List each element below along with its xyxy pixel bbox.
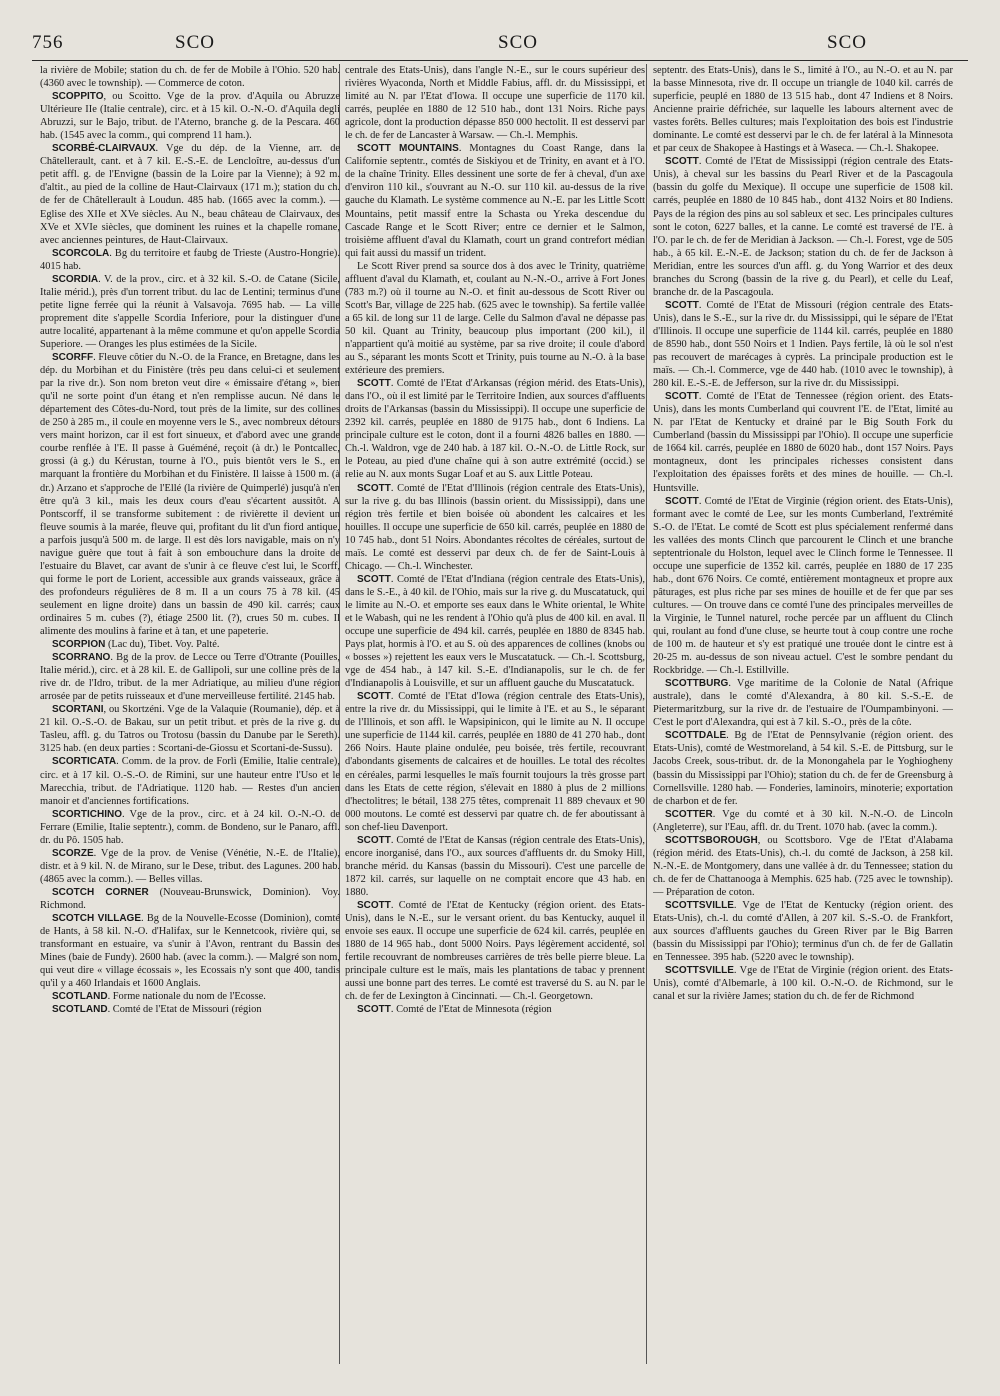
entry-headword: SCORTANI: [52, 704, 104, 716]
entry-headword: SCOTTBURG: [665, 678, 729, 690]
entry-headword: SCOTT: [665, 495, 699, 507]
entry-text: . Comté de l'Etat de Kentucky (région orient. des Etats-Unis), dans le N.-E., sur le versant orient. du bas Kentucky, auquel il envoie ses eaux. Il occupe une superficie de 624 kil. carrés, peuplée en 1880 de 14 965 hab., dont 5000 Noirs. Pays légèrement accidenté, sol fertile recouvrant de nombreuses carrières de très belle pierre bleue. La principale culture est le maïs, mais les plantations de tabac y prennent aussi une bonne part des terres. Le comté est traversé du S. au N. par le ch. de fer de Lexington à Cincinnati. — Ch.-l. Georgetown.: [345, 900, 645, 1003]
dictionary-entry: [653, 899, 953, 964]
entry-text: . Forme nationale du nom de l'Ecosse.: [107, 991, 266, 1003]
entry-text: (Nouveau-Brunswick, Dominion). Voy. Richmond.: [40, 886, 340, 911]
entry-text: . Bg du territoire et faubg de Trieste (Austro-Hongrie). 4015 hab.: [40, 247, 340, 272]
entry-headword: SCORCOLA: [52, 247, 110, 259]
header-left-keyword: SCO: [175, 32, 215, 53]
entry-headword: SCOTLAND: [52, 991, 108, 1003]
entry-text: . Comté de l'Etat de Kansas (région centrale des Etats-Unis), encore inorganisé, dans l'O., aux sources d'affluents dr. du Smoky Hill, branche mérid. du Kansas (bassin du Missouri). C'est une parcelle de 1872 kil. carrés, sur laquelle on ne comptait encore que 43 hab. en 1880.: [345, 834, 645, 898]
dictionary-entry: [345, 142, 645, 259]
entry-headword: SCOTT: [357, 573, 391, 585]
dictionary-entry: [345, 899, 645, 1003]
dictionary-entry: [40, 247, 340, 273]
entry-headword: SCORTICATA: [52, 756, 117, 768]
dictionary-entry: [40, 886, 340, 912]
entry-text: . Comté de l'Etat de Mississippi (région centrale des Etats-Unis), à cheval sur les bassins du Pearl River et de la Pascagoula (bassin du golfe du Mexique). Il occupe une superficie de 1508 kil. carrés, peuplée en 1880 de 10 845 hab., dont 4132 Noirs et 80 Indiens. Pays de la région des pins au sol sableux et sec. Les principales cultures sont le coton, 6227 balles, et la canne. Le comté est traversé de l'E. à l'O. par le ch. de fer de Meridian à Jackson. — Ch.-l. Forest, vge de 505 hab., à 65 kil. E.-N.-E. de Jackson; station du ch. de fer de Jackson à Meridian, entre les sources d'un affl. g. du Yong Warrior et des deux branches du Scrong (bassin de la rive g. du Pearl), et celle du Leaf, branche dr. de la Pascagoula.: [653, 156, 953, 298]
entry-text: . Bg de l'Etat de Pennsylvanie (région orient. des Etats-Unis), comté de Westmoreland, à 54 kil. S.-E. de Pittsburg, sur le Jacobs Creek, sous-tribut. dr. de la Monongahela par le Yoghiogheny (bassin du Mississippi par l'Ohio); station du ch. de fer de Greensburg à Cornellsville. 1280 hab. — Fonderies, laminoirs, minoterie; exportation de charbon et de fer.: [653, 730, 953, 807]
entry-headword: SCORFF: [52, 352, 94, 364]
entry-headword: SCOTTSVILLE: [665, 965, 734, 977]
entry-headword: SCOTCH VILLAGE: [52, 913, 141, 925]
text-column-2: [345, 64, 645, 1374]
entry-text: la rivière de Mobile; station du ch. de fer de Mobile à l'Ohio. 520 hab. (4360 avec le township). — Commerce de coton.: [40, 65, 340, 90]
text-column-1: [40, 64, 340, 1374]
dictionary-entry: [653, 299, 953, 390]
entry-text: . Vge de la prov. de Venise (Vénétie, N.-E. de l'Italie), distr. et à 9 kil. N. de Mirano, sur le Dese, tribut. des Lagunes. 200 hab. (4865 avec la comm.). — Belles villas.: [40, 847, 340, 885]
dictionary-entry: [40, 847, 340, 886]
dictionary-entry: [40, 638, 340, 651]
entry-text: . Vge de la prov., circ. et à 24 kil. O.-N.-O. de Ferrare (Emilie, Italie septentr.), comm. de Bondeno, sur le Panaro, affl. dr. du Pô. 1505 hab.: [40, 808, 340, 846]
entry-headword: SCOTT: [665, 156, 699, 168]
entry-text: . Comté de l'Etat d'Iowa (région centrale des Etats-Unis), entre la rive dr. du Mississippi, qui le limite à l'E. et au S., le séparant de l'Illinois, et son affl. le Wapsipinicon, qui le limite au N. Il occupe une superficie de 1144 kil. carrés, peuplée en 1880 de 41 270 hab., dont 266 Noirs. Haute plaine ondulée, peu boisée, très fertile, recouvrant d'abondants gisements de calcaires et de houilles. Le total des récoltes en céréales, parmi lesquelles le maïs fournit toujours la très grosse part dans les Etats de cette région, s'élevait en 1880 à plus de 2 millions d'hectolitres; le bétail, 138 275 têtes, comprenait 11 889 chevaux et 90 000 moutons. Le comté est desservi par quatre ch. de fer aboutissant à son chef-lieu Davenport.: [345, 691, 645, 833]
dictionary-entry: [345, 690, 645, 834]
entry-text: . Comté de l'Etat de Tennessee (région orient. des Etats-Unis), dans les monts Cumberland qui couvrent l'E. de l'Etat, limité au N. par l'Etat de Kentucky et drainé par le Big South Fork du Cumberland (bassin du Mississippi par l'Ohio). Il occupe une superficie de 1664 kil. carrés, peuplée en 1880 de 6020 hab., dont 157 Noirs. Pays montagneux, dont les principales richesses consistent dans l'exploitation des épaisses forêts et des mines de houille. — Ch.-l. Huntsville.: [653, 391, 953, 494]
dictionary-entry: [345, 1003, 645, 1016]
dictionary-entry: [345, 377, 645, 481]
entry-text: . Fleuve côtier du N.-O. de la France, en Bretagne, dans les dép. du Morbihan et du Finistère (très peu dans celui-ci et seulement par la rive dr.). Son nom breton veut dire « émissaire d'étang », bien qu'il ne sorte point d'un étang et n'en remplisse aucun. Né dans le département des Côtes-du-Nord, tout près de la limite, sur des collines de 250 à 285 m., il coule en moyenne vers le S., avec nombreux détours vers maint horizon, car il est fort sinueux, et d'abord avec une grande courbe renflée à l'E. Il passe à Guéméné, reçoit (à dr.) le Pontcallec, grossi (à g.) du Kérustan, tourne à l'O., puis bientôt vers le S., en marquant la frontière du Morbihan et du Finistère. Il laisse à 1500 m. (à dr.) Arzano et s'approche de l'Ellé (la rivière de Quimperlé) jusqu'à n'en être qu'à 3 kil., mais les deux cours d'eau s'écartent aussitôt. A Pontscorff, il se transforme subitement : de rivièrette il devient un fleuve soumis à la marée, fleuve qui, profitant du lit d'un fiord antique, a parfois jusqu'à 500 m. de large. Il est dès lors navigable, mais on n'y navigue guère que tout à fait à son embouchure dans la droite de l'estuaire du Blavet, car avant de s'unir à ce fleuve c'est lui, le Scorff, qui forme le port de Lorient, accessible aux grands vaisseaux, grâce à des profondeurs régulières de 8 m. Il a un cours 75 à 78 kil. (45 seulement en ligne droite) dans un bassin de 490 kil. carrés; caux ordinaires 5 m. cubes (?), étiage 2500 lit. (?), crues 50 m. cubes. Il alimente des moulins à farine et à tan, et une papeterie.: [40, 352, 340, 638]
entry-headword: SCOTT: [357, 900, 391, 911]
entry-headword: SCOTT MOUNTAINS: [357, 143, 459, 155]
text-column-3: [653, 64, 953, 1374]
entry-text: . Vge du dép. de la Vienne, arr. de Châtellerault, cant. et à 7 kil. E.-S.-E. de Lencloître, au-dessus d'un petit affl. g. de l'Envigne (bassin de la Loire par la Vienne); à 92 m. d'altit., au pied de la colline de Haut-Clairvaux (171 m.); station du ch. de fer de Châtellerault à Loudun. 485 hab. (1665 avec la comm.). — Eglise des XIIe et XVe siècles. Au N., beau château de Clairvaux, des XVe et XVIe siècles, que dominent les ruines et la chapelle romane, avec anciennes peintures, de Haut-Clairvaux.: [40, 143, 340, 246]
entry-headword: SCOTT: [357, 691, 391, 703]
dictionary-entry: [40, 64, 340, 90]
entry-headword: SCOTTER: [665, 808, 713, 820]
entry-text: . Comté de l'Etat d'Indiana (région centrale des Etats-Unis), dans le S.-E., à 40 kil. de l'Ohio, mais sur la rive g. du Muscatatuck, qui le limite au N.-O. et emporte ses eaux dans le White oriental, le White et le Wabash, qui ne les rendent à l'Ohio qu'à plus de 400 kil. en aval. Il occupe une superficie de 494 kil. carrés, peuplée en 1880 de 8345 hab. Pays plat, hormis à l'O. et au S. où des apparences de collines (knobs ou « bosses ») rejettent les eaux vers le Muscatatuck. — Ch.-l. Scottsburg, vge de 454 hab., à 147 kil. S.-E. d'Indianapolis, sur le ch. de fer d'Indianapolis à Louisville, et sur un affluent gauche du Muscatatuck.: [345, 573, 645, 690]
entry-text: . Comté de l'Etat de Minnesota (région: [390, 1004, 552, 1016]
dictionary-entry: [40, 651, 340, 703]
entry-text: . Comté de l'Etat d'Arkansas (région mérid. des Etats-Unis), dans l'O., où il est limité par le Territoire Indien, aux sources d'affluents droits de l'Arkansas (bassin du Mississippi). Il occupe une superficie de 2392 kil. carrés, peuplée en 1880 de 9175 hab., dont 6 Indiens. La principale culture est le coton, dont il a fourni 4826 balles en 1880. — Ch.-l. Waldron, vge de 240 hab. à 187 kil. O.-N.-O. de Little Rock, sur le Poteau, au pied d'une chaîne qui à son autre extrémité (occid.) se relie au N. aux monts Sugar Loaf et au S. aux Little Poteau.: [345, 378, 645, 481]
dictionary-entry: [40, 990, 340, 1003]
entry-text: septentr. des Etats-Unis), dans le S., limité à l'O., au N.-O. et au N. par la basse Minnesota, rive dr. Il occupe un triangle de 1040 kil. carrés de superficie, peuplé en 1880 de 13 515 hab., dont 47 Indiens et 8 Noirs. Ancienne prairie défrichée, sur laquelle les labours alternent avec de vastes forêts. Belles cultures; mais l'exploitation des bois est l'industrie dominante. Le comté est desservi par le ch. de fer latéral à la Minnesota et par ceux de Shakopee à Hastings et à Waseca. — Ch.-l. Shakopee.: [653, 65, 953, 155]
entry-text: . Vge maritime de la Colonie de Natal (Afrique australe), dans le comté d'Alexandra, à 80 kil. S.-S.-E. de Pietermaritzburg, sur la rive dr. de l'estuaire de l'Oumpambinyoni. — C'est le port d'Alexandra, qui est à 7 kil. S.-O., près de la côte.: [653, 678, 953, 729]
dictionary-entry: [653, 729, 953, 807]
dictionary-entry: [345, 482, 645, 573]
entry-headword: SCOTCH CORNER: [52, 886, 149, 898]
entry-text: (Lac du), Tibet. Voy. Palté.: [105, 639, 220, 651]
entry-headword: SCORDIA: [52, 273, 99, 285]
dictionary-entry: [40, 273, 340, 351]
dictionary-entry: [653, 390, 953, 494]
entry-headword: SCOTTSVILLE: [665, 900, 734, 911]
dictionary-entry: [653, 64, 953, 155]
dictionary-entry: [40, 703, 340, 755]
dictionary-entry: [40, 912, 340, 990]
column-divider: [646, 64, 647, 1364]
entry-text: , ou Skortzéni. Vge de la Valaquie (Roumanie), dép. et à 21 kil. O.-S.-O. de Bakau, sur un petit tribut. et près de la rive g. du Tasleu, affl. g. du Tatros ou Trotosu (bassin du Danube par le Sereth). 3125 hab. (en deux parties : Scortani-de-Giossu et Scortani-de-Sussu).: [40, 704, 340, 755]
dictionary-entry: [40, 755, 340, 807]
entry-headword: SCOTT: [357, 482, 391, 494]
dictionary-entry: [40, 142, 340, 246]
dictionary-entry: [653, 834, 953, 899]
dictionary-entry: [345, 260, 645, 377]
dictionary-entry: [653, 808, 953, 834]
entry-headword: SCOTT: [357, 378, 391, 390]
entry-headword: SCORRANO: [52, 652, 111, 664]
dictionary-entry: [653, 155, 953, 299]
entry-text: . V. de la prov., circ. et à 32 kil. S.-O. de Catane (Sicile, Italie mérid.), près d'un torrent tribut. du lac de Lentini; terminus d'une petite ligne ferrée qui la réunit à Valsavoja. 7695 hab. — La ville proprement dite s'appelle Scordia Inferiore, pour la distinguer d'une autre localité, appartenant à la même commune et qu'on appelle Scordia Superiore. — Oranges les plus estimées de la Sicile.: [40, 273, 340, 350]
entry-text: . Bg de la Nouvelle-Ecosse (Dominion), comté de Hants, à 58 kil. N.-O. d'Halifax, sur le Kennetcook, rivière qui, se transformant en estuaire, va s'unir à l'Avon, rentrant du Bassin des Mines (baie de Fundy). 2600 hab. (avec la comm.). — Malgré son nom, qui veut dire « village écossais », les Ecossais n'y sont que 400, tandis qu'il y a 460 Irlandais et 1600 Anglais.: [40, 913, 340, 990]
entry-text: centrale des Etats-Unis), dans l'angle N.-E., sur le cours supérieur des rivières Wyaconda, North et Middle Fabius, affl. dr. du Mississippi, et limité au N. par l'Etat d'Iowa. Il occupe une superficie de 1170 kil. carrés, peuplée en 1880 de 12 510 hab., dont 131 Noirs. Riche pays agricole, dont la production dépasse 850 000 hectolit. Il est desservi par le ch. de fer de Lancaster à Warsaw. — Ch.-l. Memphis.: [345, 65, 645, 142]
entry-headword: SCOTT: [665, 391, 699, 403]
entry-text: . Comté de l'Etat de Virginie (région orient. des Etats-Unis), formant avec le comté de Lee, sur les monts Cumberland, l'extrémité S.-O. de l'Etat. Le comté de Scott est plus spécialement renfermé dans les vallées des monts Clinch que parcourent le Clinch et une branche septentrionale du Holston, lequel avec le Clinch forme le Tennessee. Il occupe une superficie de 1352 kil. carrés, peuplée en 1880 de 17 235 hab., dont 676 Noirs. Ce comté, entièrement montagneux et propre aux pâturages, est plus riche par ses mines de houille et de fer que par ses cultures. — On trouve dans ce comté l'une des principales merveilles de la Virginie, le Tunnel naturel, roche percée par un affluent du Clinch qui, roulant au fond d'une cluse, se heurte tout à coup contre une roche de 100 m. de hauteur et s'y est pratiqué une trouée dont le cintre est à 20-25 m. au-dessus de son niveau actuel. C'est le sombre pendant du Rockbridge. — Ch.-l. Estillville.: [653, 495, 953, 677]
entry-text: . Vge de l'Etat de Virginie (région orient. des Etats-Unis), comté d'Albemarle, à 100 kil. O.-N.-O. de Richmond, sur le canal et sur la rivière James; station du ch. de fer de Richmond: [653, 965, 953, 1003]
entry-text: . Bg de la prov. de Lecce ou Terre d'Otrante (Pouilles, Italie mérid.), circ. et à 28 kil. E. de Gallipoli, sur une colline près de la rive dr. de l'Idro, tribut. de la mer Adriatique, au milieu d'une région arrosée par de petits ruisseaux et d'une merveilleuse fertilité. 2145 hab.: [40, 652, 340, 703]
running-header: [32, 32, 968, 61]
entry-headword: SCOTTDALE: [665, 730, 727, 742]
entry-text: . Vge du comté et à 30 kil. N.-N.-O. de Lincoln (Angleterre), sur l'Eau, affl. dr. du Trent. 1070 hab. (avec la comm.).: [653, 808, 953, 833]
entry-text: . Comté de l'Etat d'Illinois (région centrale des Etats-Unis), sur la rive g. du bas Illinois (bassin orient. du Mississippi), dans une région très fertile et bien boisée où abondent les calcaires et les houilles. Il occupe une superficie de 650 kil. carrés, peuplée en 1880 de 10 745 hab., dont 51 Noirs. Abondantes récoltes de céréales, surtout de maïs. Le comté est desservi par deux ch. de fer de Saint-Louis à Chicago. — Ch.-l. Winchester.: [345, 482, 645, 572]
entry-headword: SCORPION: [52, 639, 106, 651]
entry-headword: SCOPPITO: [52, 91, 104, 103]
dictionary-entry: [653, 495, 953, 678]
entry-headword: SCOTT: [357, 834, 391, 846]
dictionary-entry: [40, 808, 340, 847]
dictionary-entry: [345, 573, 645, 690]
entry-text: . Comté de l'Etat de Missouri (région centrale des Etats-Unis), dans le S.-E., sur la rive dr. du Mississippi, qui le sépare de l'Etat d'Illinois. Il occupe une superficie de 1144 kil. carrés, peuplée en 1880 de 8590 hab., dont 550 Noirs et 1 Indien. Pays fertile, là où le sol n'est pas recouvert de marécages à cyprès. La principale production est le maïs. — Ch.-l. Commerce, vge de 440 hab. (1010 avec le township), à 280 kil. E.-S.-E. de Jefferson, sur la rive dr. du Mississippi.: [653, 299, 953, 390]
header-center-keyword: SCO: [498, 32, 538, 53]
page-number: 756: [32, 32, 64, 53]
entry-headword: SCORZE: [52, 847, 94, 859]
entry-text: . Comm. de la prov. de Forlì (Emilie, Italie centrale), circ. et à 17 kil. O.-S.-O. de Rimini, sur une hauteur entre l'Uso et le Marecchia, tribut. de l'Adriatique. 1120 hab. — Restes d'un ancien manoir et d'anciennes fortifications.: [40, 756, 340, 807]
entry-headword: SCOTTSBOROUGH: [665, 834, 758, 846]
entry-headword: SCORTICHINO: [52, 808, 122, 820]
dictionary-entry: [653, 677, 953, 729]
dictionary-entry: [40, 1003, 340, 1016]
entry-text: . Comté de l'Etat de Missouri (région: [107, 1004, 262, 1016]
dictionary-entry: [40, 351, 340, 638]
dictionary-entry: [40, 90, 340, 142]
dictionary-entry: [653, 964, 953, 1003]
entry-text: , ou Scottsboro. Vge de l'Etat d'Alabama (région mérid. des Etats-Unis), ch.-l. du comté de Jackson, à 258 kil. N.-N.-E. de Montgomery, dans une vallée à dr. du Tennessee; station du ch. de fer de Chattanooga à Memphis. 625 hab. (725 avec le township). — Préparation de coton.: [653, 834, 953, 898]
entry-headword: SCORBÉ-CLAIRVAUX: [52, 143, 156, 155]
entry-headword: SCOTT: [357, 1004, 391, 1016]
entry-text: . Vge de l'Etat de Kentucky (région orient. des Etats-Unis), ch.-l. du comté d'Allen, à 207 kil. S.-S.-O. de Frankfort, aux sources d'affluents gauches du Green River par le Big Barren (bassin du Mississippi par l'Ohio); terminus d'un ch. de fer de Gallatin en Tennessee. 395 hab. (5220 avec le township).: [653, 900, 953, 964]
entry-text: , ou Scoitto. Vge de la prov. d'Aquila ou Abruzze Ultérieure IIe (Italie centrale), circ. et à 15 kil. O.-N.-O. d'Aquila degli Abruzzi, sur le Bajo, tribut. de l'Aterno, branche g. de la Pescara. 460 hab. (1545 avec la comm., qui comprend 11 ham.).: [40, 91, 340, 142]
entry-text: Le Scott River prend sa source dos à dos avec le Trinity, quatrième affluent d'aval du Klamath, et, coulant au N.-N.-O., arrive à Fort Jones (783 m.?) où il tourne au N.-O. et finit au-dessous de Scott River ou Scott's Bar, village de 225 hab. (625 avec le township). Sa fertile vallée a 65 kil. de long sur 11 de large. Celle du Salmon d'aval ne dépasse pas 50 kil. Quant au Trinity, beaucoup plus important (200 kil.), il n'appartient qu'à moitié au système, par sa rive droite; il coule d'abord au S., séparant les monts Scott et Trinity, puis tourne au N.-O. à la base extérieure des premiers.: [345, 260, 645, 377]
entry-text: . Montagnes du Coast Range, dans la Californie septentr., comtés de Siskiyou et de Trinity, en avant et à l'O. de la chaîne Trinity. Elles dessinent une sorte de fer à cheval, d'un axe d'environ 110 kil., s'ouvrant au N.-O. sur 110 kil. au-dessus de la rive gauche du Klamath. Le système commence au N.-E. par les Little Scott Mountains, petit massif entre la Schasta ou Yreka descendue du Cascade Range et le Scott River; entre ce dernier et le Salmon, troisième affluent d'aval du Klamath, court un grand contrefort médian qui fait aussi du massif un trident.: [345, 143, 645, 259]
entry-headword: SCOTT: [665, 299, 699, 311]
entry-headword: SCOTLAND: [52, 1004, 108, 1016]
dictionary-entry: [345, 834, 645, 899]
dictionary-entry: [345, 64, 645, 142]
header-right-keyword: SCO: [827, 32, 867, 53]
